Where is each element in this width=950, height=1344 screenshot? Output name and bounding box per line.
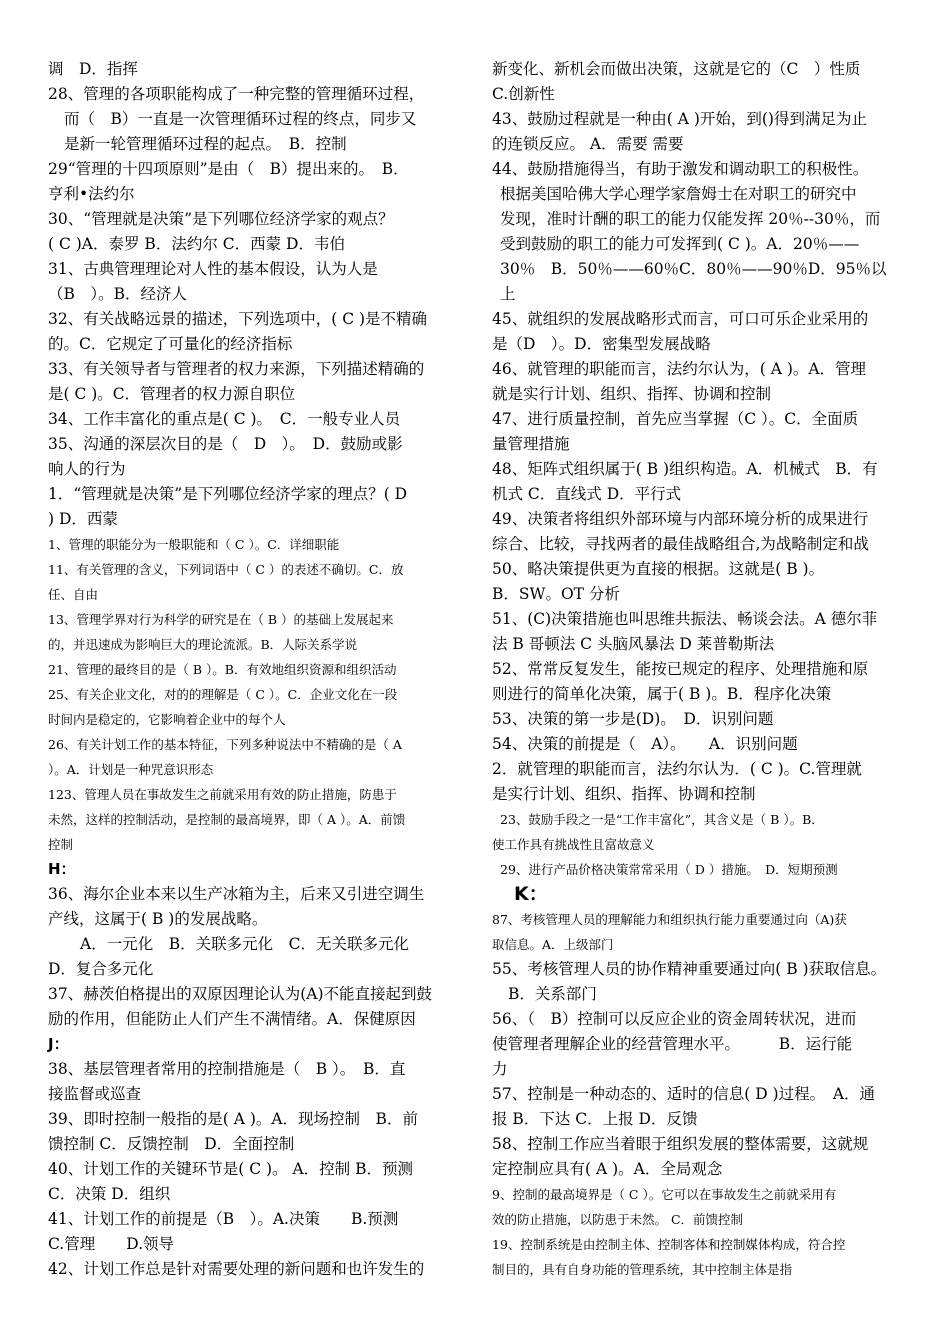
text-line: 的，并迅速成为影响巨大的理论流派。B．人际关系学说 <box>48 637 358 652</box>
text-line: 87、考核管理人员的理解能力和组织执行能力重要通过向（A)获 <box>492 912 847 927</box>
text-line: 时间内是稳定的，它影响着企业中的每个人 <box>48 712 286 727</box>
text-line: 37、赫茨伯格提出的双原因理论认为(A)不能直接起到鼓 <box>48 985 433 1003</box>
text-line: 123、管理人员在事故发生之前就采用有效的防止措施，防患于 <box>48 787 397 802</box>
text-line: 亨利•法约尔 <box>48 185 135 203</box>
text-line: ( C )A．泰罗 B．法约尔 C．西蒙 D．韦伯 <box>48 235 345 253</box>
text-line: 31、古典管理理论对人性的基本假设，认为人是 <box>48 260 378 278</box>
text-line: 50、略决策提供更为直接的根据。这就是( B )。 <box>492 560 825 578</box>
text-line: 的。C．它规定了可量化的经济指标 <box>48 335 293 353</box>
text-line: A．一元化 B．关联多元化 C．无关联多元化 <box>80 935 409 953</box>
text-line: 35、沟通的深层次目的是（ D ）。 D．鼓励或影 <box>48 435 403 453</box>
text-line: 馈控制 C．反馈控制 D．全面控制 <box>48 1135 295 1153</box>
right-column <box>492 57 906 1282</box>
text-line: B．SW。OT 分析 <box>492 585 620 603</box>
text-line: 使工作具有挑战性且富故意义 <box>492 837 655 852</box>
text-line: 是( C )。C．管理者的权力源自职位 <box>48 385 296 403</box>
text-line: 40、计划工作的关键环节是( C )。 A．控制 B．预测 <box>48 1160 413 1178</box>
text-line: 9、控制的最高境界是（ C ）。它可以在事故发生之前就采用有 <box>492 1187 837 1202</box>
text-line: 38、基层管理者常用的控制措施是（ B ）。 B．直 <box>48 1060 406 1078</box>
text-line: 32、有关战略远景的描述，下列选项中，( C )是不精确 <box>48 310 428 328</box>
left-column <box>48 57 460 1282</box>
text-line: 13、管理学界对行为科学的研究是在（ B ）的基础上发展起来 <box>48 612 394 627</box>
text-line: 57、控制是一种动态的、适时的信息( D )过程。 A．通 <box>492 1085 876 1103</box>
text-line: 取信息。A．上级部门 <box>492 937 614 952</box>
section-heading: K： <box>514 883 548 905</box>
text-line: 56、（ B）控制可以反应企业的资金周转状况，进而 <box>492 1010 857 1028</box>
text-line: （B ）。B．经济人 <box>48 285 188 303</box>
text-line: 29“管理的十四项原则”是由（ B）提出来的。 B． <box>48 160 409 178</box>
text-line: 力 <box>492 1060 508 1078</box>
text-line: C.创新性 <box>492 85 555 103</box>
text-line: 新变化、新机会而做出决策，这就是它的（C ）性质 <box>492 60 861 78</box>
text-line: 励的作用，但能防止人们产生不满情绪。A．保健原因 <box>48 1010 416 1028</box>
text-line: 30、“管理就是决策”是下列哪位经济学家的观点？ <box>48 210 394 228</box>
text-line: 33、有关领导者与管理者的权力来源，下列描述精确的 <box>48 360 425 378</box>
text-line: 量管理措施 <box>492 435 570 453</box>
text-line: B．关系部门 <box>508 985 597 1003</box>
text-line: 使管理者理解企业的经营管理水平。 B．运行能 <box>492 1035 853 1053</box>
text-line: 控制 <box>48 837 74 852</box>
text-line: 是（D ）。D．密集型发展战略 <box>492 335 711 353</box>
text-line: 制目的，具有自身功能的管理系统，其中控制主体是指 <box>492 1262 793 1277</box>
text-line: 43、鼓励过程就是一种由( A )开始，到()得到满足为止 <box>492 110 867 128</box>
section-heading: H： <box>48 860 76 878</box>
text-line: ）。A．计划是一种咒意识形态 <box>48 762 214 777</box>
text-line: 的连锁反应。 A．需要 需要 <box>492 135 684 153</box>
text-line: 任、自由 <box>48 587 99 602</box>
text-line: 44、鼓励措施得当，有助于激发和调动职工的积极性。 <box>492 160 869 178</box>
text-line: 则进行的简单化决策，属于( B )。B．程序化决策 <box>492 685 832 703</box>
text-line: 30％ B．50％——60％C．80％——90％D．95％以 <box>500 260 887 278</box>
text-line: 接监督或巡查 <box>48 1085 142 1103</box>
text-line: 机式 C．直线式 D．平行式 <box>492 485 682 503</box>
text-line: 而（ B）一直是一次管理循环过程的终点，同步又 <box>64 110 417 128</box>
text-line: 11、有关管理的含义，下列词语中（ C ）的表述不确切。C．放 <box>48 562 404 577</box>
text-line: ) D．西蒙 <box>48 510 118 528</box>
text-line: 2．就管理的职能而言，法约尔认为．( C )。C.管理就 <box>492 760 862 778</box>
text-line: 51、(C)决策措施也叫思维共振法、畅谈会法。A 德尔菲 <box>492 610 878 628</box>
text-line: 法 B 哥顿法 C 头脑风暴法 D 莱普勒斯法 <box>492 635 775 653</box>
text-line: 34、工作丰富化的重点是( C )。 C．一般专业人员 <box>48 410 401 428</box>
text-line: C．决策 D．组织 <box>48 1185 171 1203</box>
text-line: 是实行计划、组织、指挥、协调和控制 <box>492 785 756 803</box>
text-line: 产线，这属于( B )的发展战略。 <box>48 910 268 928</box>
text-line: 39、即时控制一般指的是( A )。A．现场控制 B．前 <box>48 1110 418 1128</box>
text-line: 49、决策者将组织外部环境与内部环境分析的成果进行 <box>492 510 869 528</box>
text-line: 41、计划工作的前提是（B ）。A.决策 B.预测 <box>48 1210 399 1228</box>
text-line: 45、就组织的发展战略形式而言，可口可乐企业采用的 <box>492 310 869 328</box>
text-line: 定控制应具有( A )。A．全局观念 <box>492 1160 723 1178</box>
text-line: 19、控制系统是由控制主体、控制客体和控制媒体构成，符合控 <box>492 1237 846 1252</box>
text-line: 上 <box>500 285 516 303</box>
text-line: 47、进行质量控制，首先应当掌握（C ）。C．全面质 <box>492 410 859 428</box>
text-line: 报 B．下达 C．上报 D．反馈 <box>492 1110 698 1128</box>
text-line: 54、决策的前提是（ A）。 A．识别问题 <box>492 735 798 753</box>
text-line: 1．“管理就是决策”是下列哪位经济学家的理点？( D <box>48 485 408 503</box>
text-line: 响人的行为 <box>48 460 126 478</box>
text-line: 调 D．指挥 <box>48 60 138 78</box>
text-line: 53、决策的第一步是(D)。 D．识别问题 <box>492 710 774 728</box>
text-line: 23、鼓励手段之一是“工作丰富化”，其含义是（ B ）。B． <box>500 812 824 827</box>
text-line: 发现，准时计酬的职工的能力仅能发挥 20％--30％，而 <box>500 210 881 228</box>
text-line: 55、考核管理人员的协作精神重要通过向( B )获取信息。 <box>492 960 887 978</box>
text-line: C.管理 D.领导 <box>48 1235 175 1253</box>
text-line: 综合、比较，寻找两者的最佳战略组合,为战略制定和战 <box>492 535 869 553</box>
text-line: 根据美国哈佛大学心理学家詹姆士在对职工的研究中 <box>500 185 857 203</box>
text-line: 52、常常反复发生，能按已规定的程序、处理措施和原 <box>492 660 869 678</box>
text-line: 受到鼓励的职工的能力可发挥到( C )。A．20％—— <box>500 235 860 253</box>
text-line: 是新一轮管理循环过程的起点。 B．控制 <box>64 135 347 153</box>
text-line: 未然，这样的控制活动，是控制的最高境界，即（ A ）。A．前馈 <box>48 812 406 827</box>
text-line: 42、计划工作总是针对需要处理的新问题和也许发生的 <box>48 1260 425 1278</box>
text-line: 29、进行产品价格决策常常采用（ D ）措施。 D．短期预测 <box>500 862 838 877</box>
text-line: 就是实行计划、组织、指挥、协调和控制 <box>492 385 772 403</box>
text-line: 1、管理的职能分为一般职能和（ C ）。C．详细职能 <box>48 537 340 552</box>
text-line: 36、海尔企业本来以生产冰箱为主，后来又引进空调生 <box>48 885 425 903</box>
text-line: 21、管理的最终目的是（ B ）。B．有效地组织资源和组织活动 <box>48 662 397 677</box>
text-line: 26、有关计划工作的基本特征，下列多种说法中不精确的是（ A <box>48 737 402 752</box>
text-line: 25、有关企业文化，对的的理解是（ C ）。C．企业文化在一段 <box>48 687 398 702</box>
text-line: 效的防止措施，以防患于未然。 C．前馈控制 <box>492 1212 744 1227</box>
section-heading: J： <box>48 1035 69 1053</box>
text-line: 58、控制工作应当着眼于组织发展的整体需要，这就规 <box>492 1135 869 1153</box>
text-line: D．复合多元化 <box>48 960 154 978</box>
text-line: 28、管理的各项职能构成了一种完整的管理循环过程， <box>48 85 425 103</box>
text-line: 46、就管理的职能而言，法约尔认为，( A )。A．管理 <box>492 360 867 378</box>
text-line: 48、矩阵式组织属于( B )组织构造。A．机械式 B．有 <box>492 460 878 478</box>
